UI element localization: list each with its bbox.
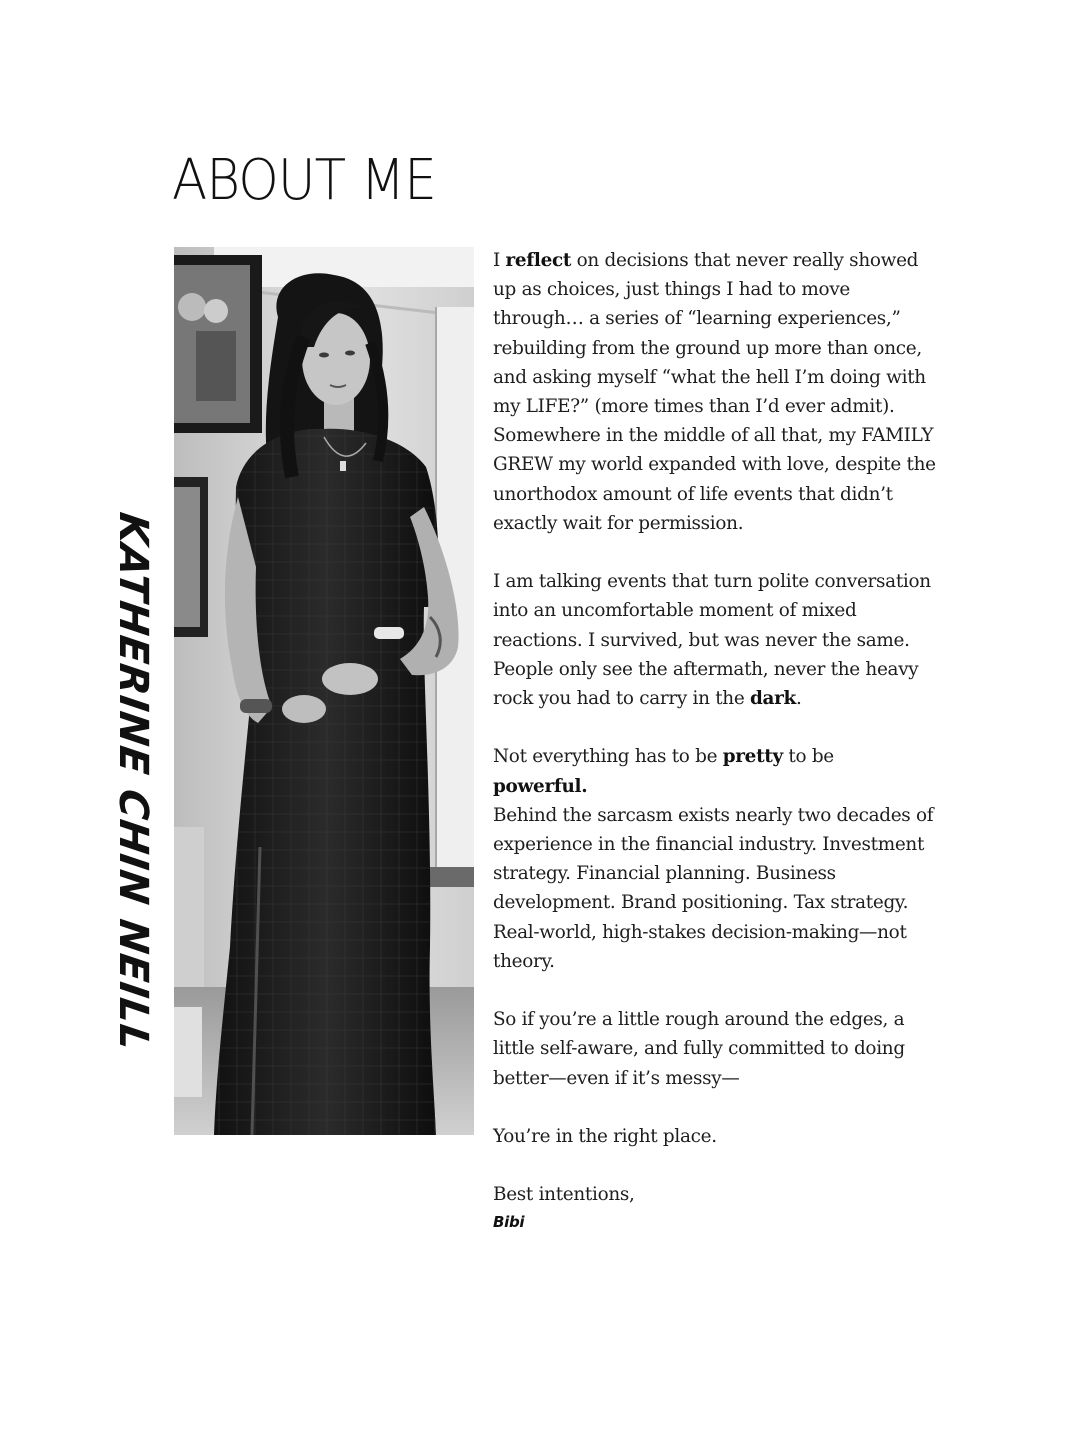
about-body-text bbox=[493, 246, 943, 1232]
text-span: to be bbox=[782, 746, 834, 768]
author-name: KATHERINE CHIN NEILL bbox=[110, 509, 156, 1055]
vertical-name-label bbox=[108, 509, 158, 1055]
paragraph-1 bbox=[493, 246, 943, 538]
page-title: ABOUT ME bbox=[172, 148, 436, 213]
emphasis-dark: dark bbox=[749, 688, 796, 710]
paragraph-2 bbox=[493, 567, 943, 713]
emphasis-pretty: pretty bbox=[722, 746, 783, 768]
signature: Bibi bbox=[493, 1212, 525, 1231]
paragraph-4: Behind the sarcasm exists nearly two decades of experience in the financial industry. Investment strategy. Financial planning. Business development. Brand positioning. Tax strategy. Real-world, high-stakes decision-making—not theory. bbox=[493, 804, 934, 972]
closing-line: Best intentions, bbox=[493, 1184, 635, 1206]
text-span: on decisions that never really showed up as choices, just things I had to move through… a series of “learning experiences,” rebuilding from the ground up more than once, and asking myself “what the hell I’m doing with my LIFE?” (more times than I’d ever admit). Somewhere in the middle of all that, my FAMILY GREW my world expanded with love, despite the unorthodox amount of life events that didn’t exactly wait for permission. bbox=[493, 250, 936, 534]
text-span: I bbox=[493, 250, 506, 271]
paragraph-5: So if you’re a little rough around the edges, a little self-aware, and fully committed to doing better—even if it’s messy— bbox=[493, 1009, 905, 1089]
paragraph-6: You’re in the right place. bbox=[493, 1126, 717, 1148]
portrait-photo bbox=[174, 247, 474, 1135]
text-span: . bbox=[795, 688, 802, 710]
emphasis-reflect: reflect bbox=[505, 250, 572, 271]
paragraph-3 bbox=[493, 742, 943, 800]
emphasis-powerful: powerful. bbox=[493, 775, 588, 797]
text-span: I am talking events that turn polite conversation into an uncomfortable moment of mixed reactions. I survived, but was never the same. People only see the aftermath, never the heavy rock you had to carry in the bbox=[493, 571, 931, 710]
text-span: Not everything has to be bbox=[493, 746, 723, 768]
